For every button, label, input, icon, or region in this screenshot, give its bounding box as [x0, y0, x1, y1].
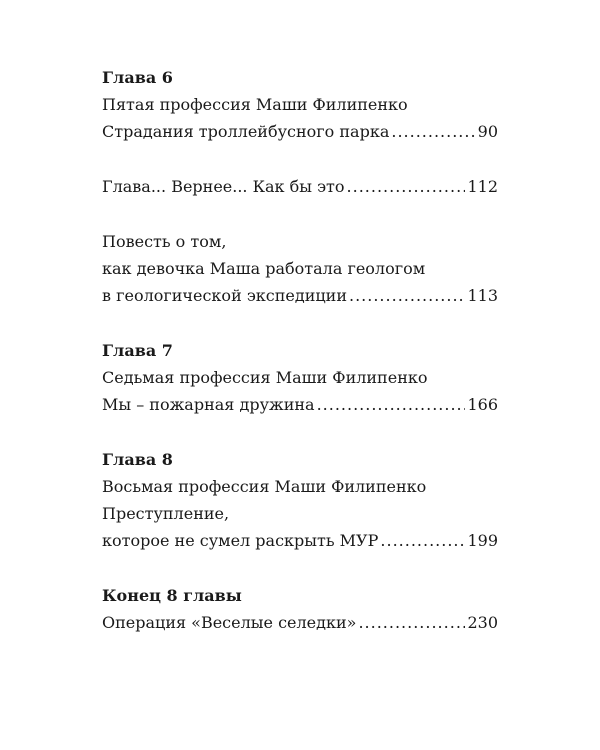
- toc-entry[interactable]: [102, 391, 498, 418]
- toc-section-end-of-chapter-8: [102, 582, 498, 636]
- toc-section-chapter-8: [102, 446, 498, 554]
- section-subtitle: Повесть о том,: [102, 232, 227, 251]
- toc-entry[interactable]: [102, 173, 498, 200]
- section-subtitle: Седьмая профессия Маши Филипенко: [102, 368, 428, 387]
- page-number: 199: [467, 531, 498, 550]
- dot-leader: [391, 118, 475, 145]
- entry-title: Глава... Вернее... Как бы это: [102, 177, 345, 196]
- page-number: 90: [477, 122, 498, 141]
- entry-title: Операция «Веселые селедки»: [102, 613, 357, 632]
- entry-title: в геологической экспедиции: [102, 286, 347, 305]
- page-number: 230: [467, 613, 498, 632]
- section-subtitle: Восьмая профессия Маши Филипенко: [102, 477, 427, 496]
- toc-entry[interactable]: [102, 527, 498, 554]
- dot-leader: [380, 527, 465, 554]
- toc-section-interlude: [102, 173, 498, 200]
- chapter-heading: Глава 7: [102, 341, 173, 360]
- entry-title: Мы – пожарная дружина: [102, 395, 315, 414]
- dot-leader: [349, 282, 465, 309]
- toc-entry[interactable]: [102, 282, 498, 309]
- table-of-contents: [102, 64, 498, 664]
- section-subtitle: Преступление,: [102, 504, 230, 523]
- toc-entry[interactable]: [102, 609, 498, 636]
- chapter-heading: Глава 8: [102, 450, 173, 469]
- dot-leader: [317, 391, 466, 418]
- chapter-heading: Конец 8 главы: [102, 586, 242, 605]
- section-subtitle: Пятая профессия Маши Филипенко: [102, 95, 408, 114]
- chapter-heading: Глава 6: [102, 68, 173, 87]
- dot-leader: [358, 609, 465, 636]
- entry-title: которое не сумел раскрыть МУР: [102, 531, 379, 550]
- toc-entry[interactable]: [102, 118, 498, 145]
- toc-section-chapter-7: [102, 337, 498, 418]
- page-number: 112: [467, 177, 498, 196]
- dot-leader: [347, 173, 466, 200]
- toc-section-chapter-6: [102, 64, 498, 145]
- page-number: 113: [467, 286, 498, 305]
- section-subtitle: как девочка Маша работала геологом: [102, 259, 426, 278]
- page-number: 166: [467, 395, 498, 414]
- entry-title: Страдания троллейбусного парка: [102, 122, 390, 141]
- toc-section-story: [102, 228, 498, 309]
